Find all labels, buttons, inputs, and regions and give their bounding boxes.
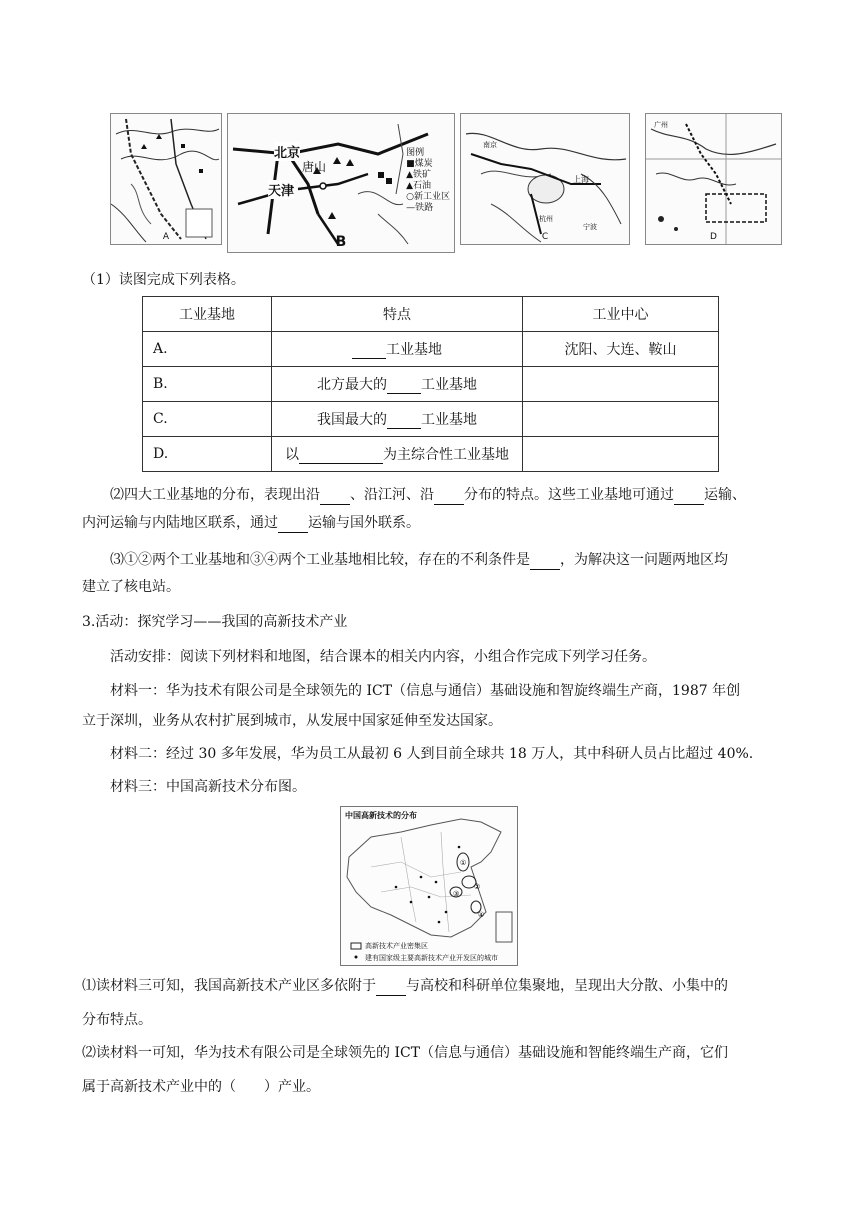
activity-q1-line1 (82, 975, 728, 996)
table-cell-base: B. (143, 367, 272, 402)
map-a-label: A (162, 232, 170, 242)
table-cell-feature (272, 332, 523, 367)
industrial-base-maps (110, 113, 782, 257)
table-cell-feature (272, 437, 523, 472)
map-b-legend-newzone: ○新工业区 (406, 192, 450, 202)
table-row (143, 332, 719, 367)
map-a-drawing (111, 114, 221, 244)
map-b-legend (406, 148, 450, 214)
map-c-city-hangzhou: 杭州 (539, 215, 553, 223)
svg-text:②: ② (474, 883, 481, 891)
q3-line2: 建立了核电站。 (82, 579, 180, 595)
material-1-line2: 立于深圳，业务从农村扩展到城市，从发展中国家延伸至发达国家。 (82, 713, 502, 729)
activity-q2-line1: ⑵读材料一可知，华为技术有限公司是全球领先的 ICT（信息与通信）基础设施和智能终端生产商，它们 (82, 1045, 729, 1061)
table-cell-center (523, 367, 719, 402)
q2-text-2: 、沿江河、沿 (350, 487, 434, 503)
feature-suffix: 工业基地 (421, 377, 477, 393)
china-map-legend-zone: 高新技术产业密集区 (365, 942, 428, 950)
map-d-city-guangzhou: 广州 (654, 121, 668, 129)
answer-blank[interactable] (387, 377, 421, 394)
feature-suffix: 工业基地 (386, 342, 442, 358)
table-cell-center (523, 437, 719, 472)
map-c-city-nanjing: 南京 (483, 141, 497, 149)
map-c-drawing (461, 114, 629, 244)
map-a (110, 113, 222, 245)
map-b-legend-title: 图例 (406, 148, 425, 158)
map-b-city-tangshan: 唐山 (302, 160, 327, 174)
table-cell-center: 沈阳、大连、鞍山 (523, 332, 719, 367)
activity-q1-line2: 分布特点。 (82, 1012, 152, 1028)
map-d (645, 113, 782, 245)
answer-blank[interactable] (434, 484, 464, 505)
map-b-label: B (335, 234, 347, 250)
map-c-city-shanghai: 上海 (573, 175, 589, 184)
svg-text:①: ① (460, 859, 467, 867)
material-3: 材料三：中国高新技术分布图。 (110, 779, 306, 795)
table-header: 工业中心 (523, 297, 719, 332)
china-map-title: 中国高新技术的分布 (345, 811, 417, 820)
answer-blank[interactable] (530, 549, 560, 570)
feature-prefix: 我国最大的 (317, 412, 387, 428)
feature-prefix: 北方最大的 (317, 377, 387, 393)
map-b-city-tianjin: 天津 (268, 180, 294, 199)
table-header-row (143, 297, 719, 332)
table-header: 工业基地 (143, 297, 272, 332)
activity-arrangement: 活动安排：阅读下列材料和地图，结合课本的相关内内容，小组合作完成下列学习任务。 (110, 649, 656, 665)
map-b-legend-oil-label: 石油 (413, 181, 432, 191)
table-cell-base: C. (143, 402, 272, 437)
svg-text:③: ③ (453, 890, 460, 898)
activity-q1-text-2: 与高校和科研单位集聚地，呈现出大分散、小集中的 (406, 978, 728, 994)
table-cell-base: A. (143, 332, 272, 367)
map-d-label: D (710, 232, 717, 242)
answer-blank[interactable] (352, 342, 386, 359)
svg-text:④: ④ (478, 911, 485, 919)
map-c (460, 113, 630, 245)
map-c-label: C (541, 232, 549, 242)
map-b-legend-coal: ■煤炭 (406, 159, 433, 169)
answer-blank[interactable] (674, 484, 704, 505)
map-b-legend-iron: ▲铁矿 (406, 170, 432, 180)
activity-title: 3.活动：探究学习——我国的高新技术产业 (82, 614, 348, 630)
answer-blank[interactable] (376, 975, 406, 996)
map-d-drawing (646, 114, 781, 244)
q2-line2 (82, 512, 420, 533)
q3-line1 (110, 549, 728, 570)
map-b-legend-coal-label: 煤炭 (414, 159, 433, 169)
industrial-base-table (142, 296, 719, 472)
table-header: 特点 (272, 297, 523, 332)
q2-text-5: 内河运输与内陆地区联系，通过 (82, 515, 278, 531)
table-cell-base: D. (143, 437, 272, 472)
map-b (227, 113, 455, 253)
table-row (143, 402, 719, 437)
answer-blank[interactable] (387, 412, 421, 429)
table-row (143, 437, 719, 472)
q3-text-2: ，为解决这一问题两地区均 (560, 552, 728, 568)
feature-suffix: 工业基地 (421, 412, 477, 428)
map-b-legend-newzone-label: 新工业区 (413, 192, 450, 202)
china-hightech-map (340, 806, 518, 966)
q1-intro: （1）读图完成下列表格。 (82, 272, 245, 288)
map-b-legend-rail: —铁路 (406, 203, 434, 213)
q2-text-1: ⑵四大工业基地的分布，表现出沿 (110, 487, 320, 503)
table-cell-center (523, 402, 719, 437)
map-b-legend-oil: ▲石油 (406, 181, 432, 191)
map-c-city-ningbo: 宁波 (583, 223, 597, 231)
feature-suffix: 为主综合性工业基地 (383, 447, 509, 463)
q2-text-3: 分布的特点。这些工业基地可通过 (464, 487, 674, 503)
material-1-line1: 材料一：华为技术有限公司是全球领先的 ICT（信息与通信）基础设施和智旋终端生产商，1987 年创 (110, 683, 741, 699)
map-b-legend-rail-label: 铁路 (415, 203, 434, 213)
table-cell-feature (272, 367, 523, 402)
activity-q1-text-1: ⑴读材料三可知，我国高新技术产业区多依附于 (82, 978, 376, 994)
table-row (143, 367, 719, 402)
table-cell-feature (272, 402, 523, 437)
q2-text-4: 运输、 (704, 487, 746, 503)
feature-prefix: 以 (285, 447, 299, 463)
activity-q2-line2: 属于高新技术产业中的（ ）产业。 (82, 1079, 320, 1095)
answer-blank[interactable] (320, 484, 350, 505)
map-b-city-beijing: 北京 (274, 142, 300, 161)
q2-text-6: 运输与国外联系。 (308, 515, 420, 531)
map-b-legend-iron-label: 铁矿 (413, 170, 432, 180)
answer-blank[interactable] (278, 512, 308, 533)
answer-blank[interactable] (299, 447, 383, 464)
china-map-legend-city: 建有国家级主要高新技术产业开发区的城市 (365, 954, 498, 962)
q2-line1 (110, 484, 746, 505)
material-2: 材料二：经过 30 多年发展，华为员工从最初 6 人到目前全球共 18 万人，其中科研人员占比超过 40%. (110, 746, 754, 762)
q3-text-1: ⑶①②两个工业基地和③④两个工业基地相比较，存在的不利条件是 (110, 552, 530, 568)
